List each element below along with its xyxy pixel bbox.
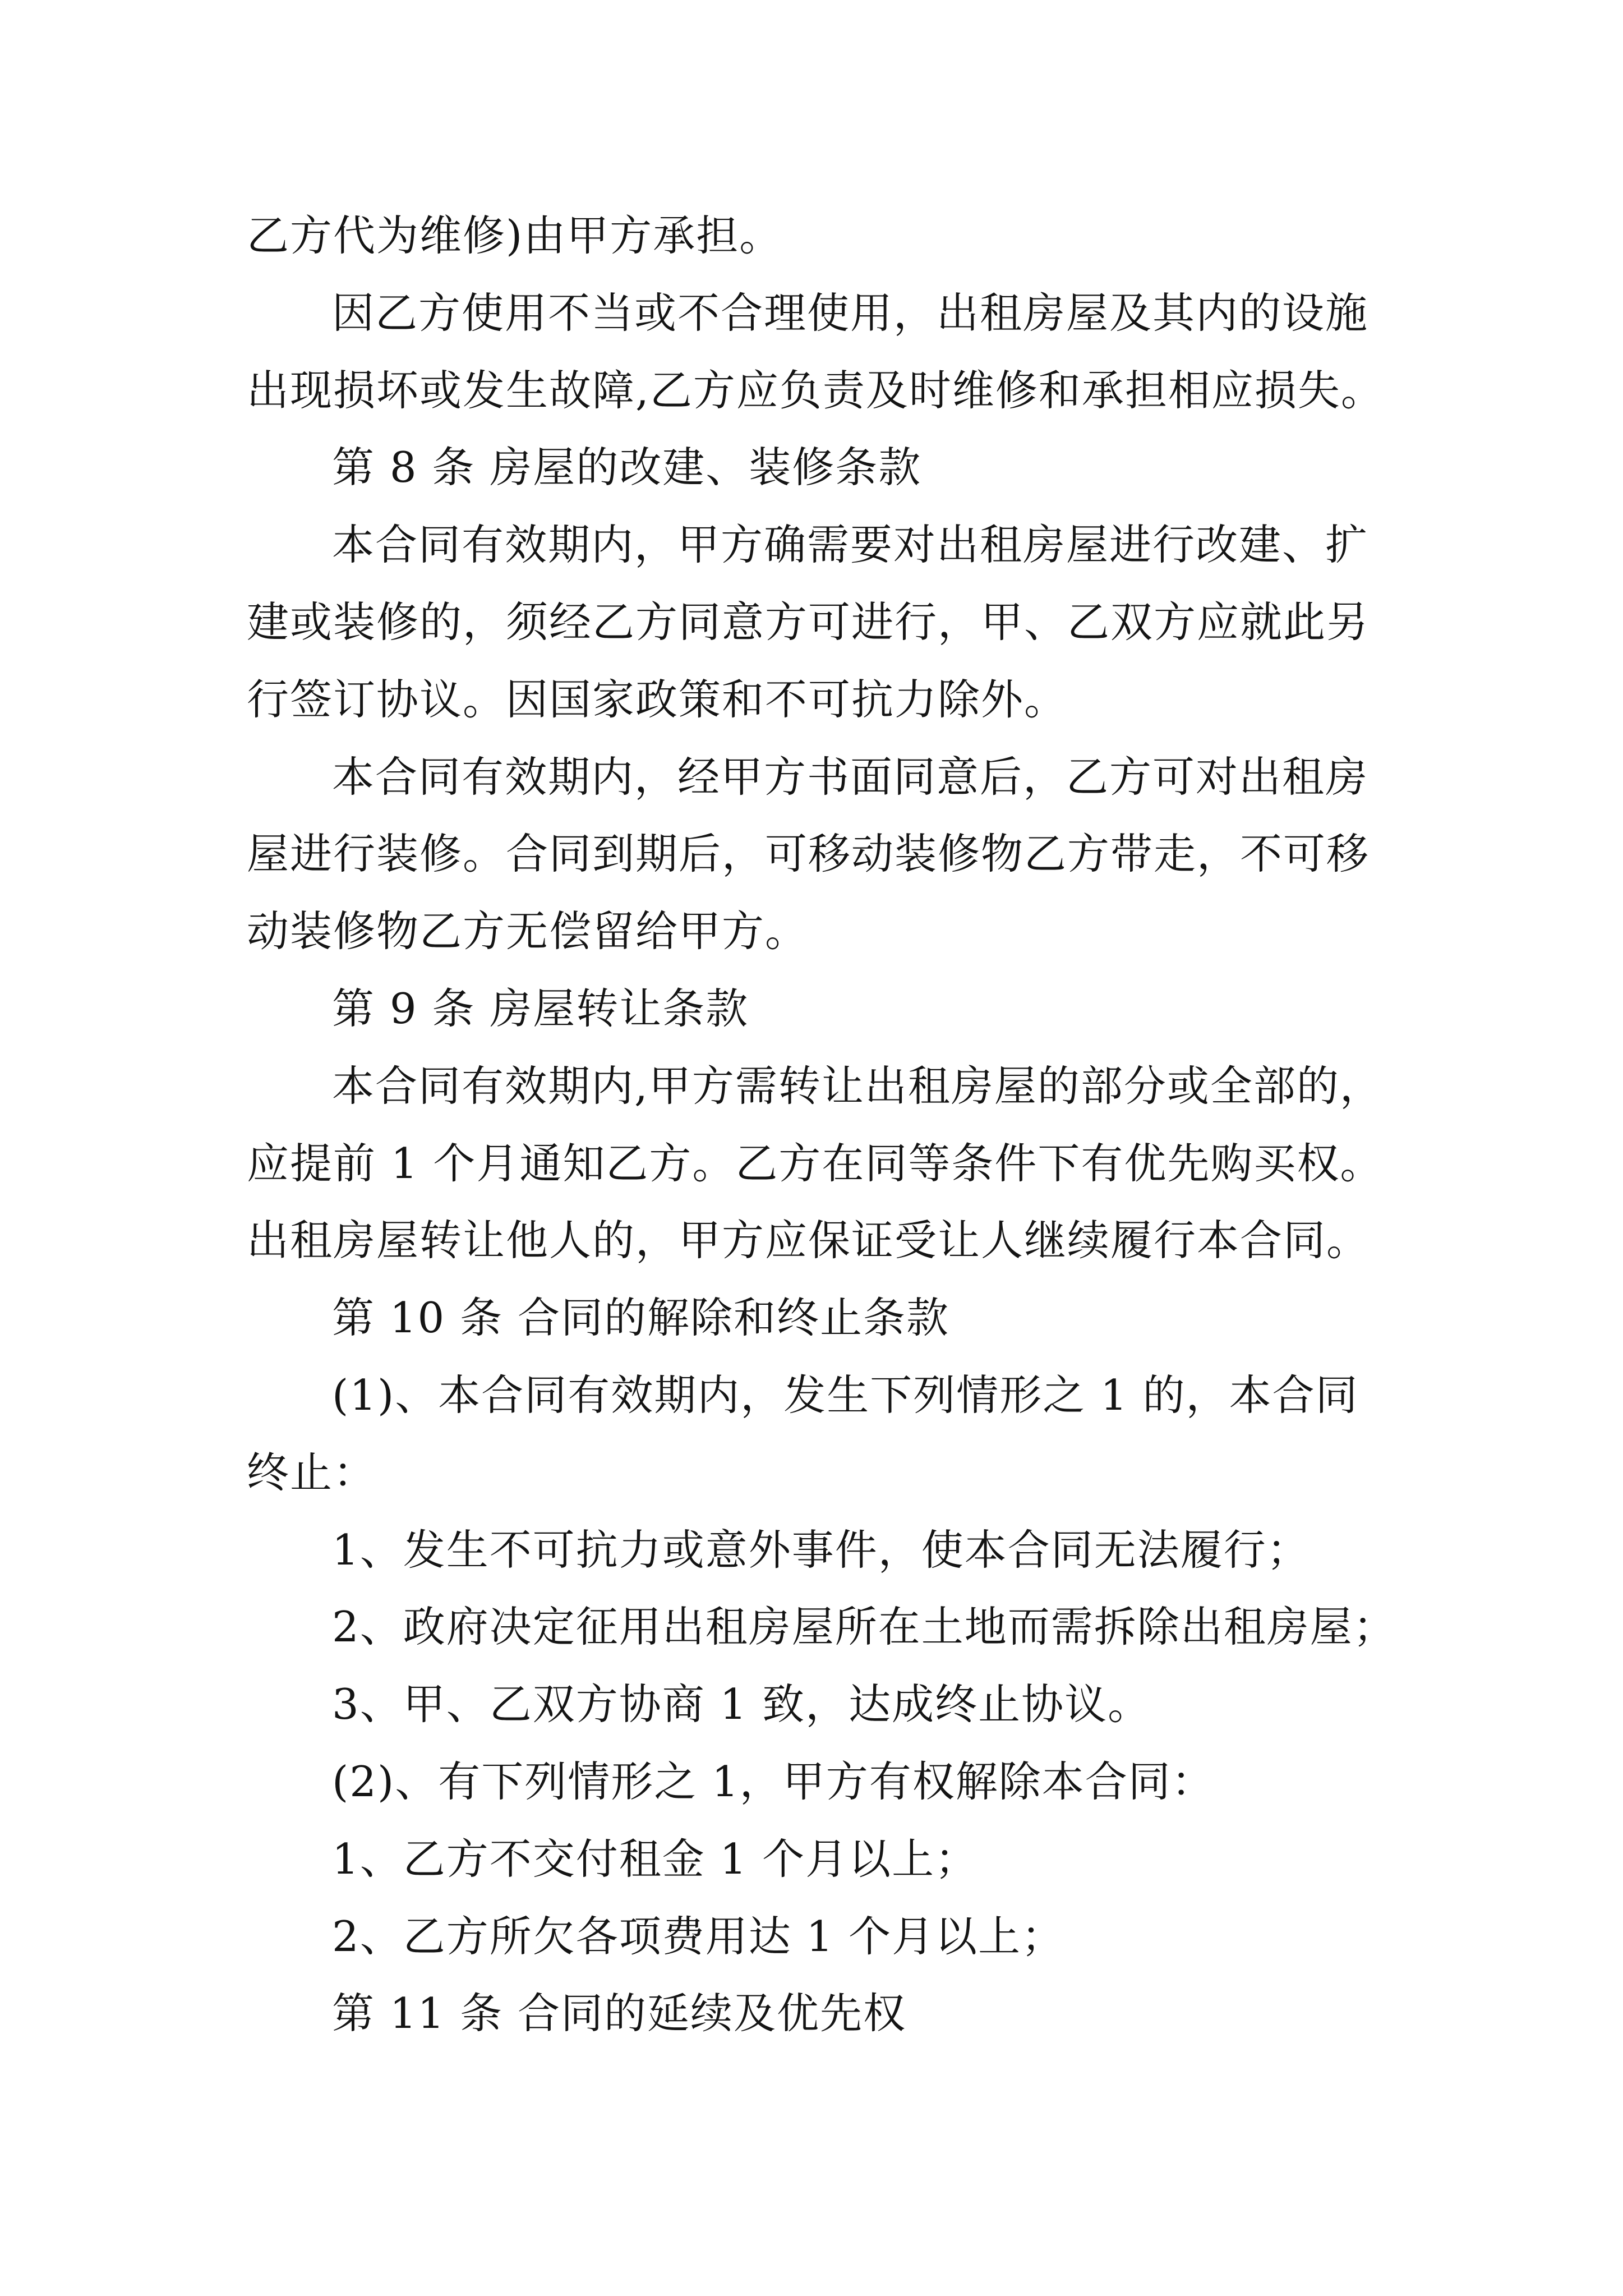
text-line-17: 终止： <box>247 1448 377 1497</box>
text-line-16: (1)、本合同有效期内，发生下列情形之 1 的，本合同 <box>332 1370 1359 1420</box>
text-line-9: 屋进行装修。合同到期后，可移动装修物乙方带走，不可移 <box>247 829 1370 878</box>
list-item-5: 2、乙方所欠各项费用达 1 个月以上； <box>332 1912 1065 1961</box>
text-line-8: 本合同有效期内，经甲方书面同意后，乙方可对出租房 <box>332 752 1369 802</box>
text-line-5: 本合同有效期内，甲方确需要对出租房屋进行改建、扩 <box>332 520 1369 569</box>
section-heading-11: 第 11 条 合同的延续及优先权 <box>332 1989 906 2038</box>
section-heading-10: 第 10 条 合同的解除和终止条款 <box>332 1293 949 1342</box>
text-line-12: 本合同有效期内,甲方需转让出租房屋的部分或全部的， <box>332 1061 1383 1111</box>
text-line-21: (2)、有下列情形之 1，甲方有权解除本合同： <box>332 1757 1215 1806</box>
list-item-3: 3、甲、乙双方协商 1 致，达成终止协议。 <box>332 1680 1151 1729</box>
text-line-10: 动装修物乙方无偿留给甲方。 <box>247 907 809 956</box>
section-heading-8: 第 8 条 房屋的改建、装修条款 <box>332 443 922 492</box>
list-item-2: 2、政府决定征用出租房屋所在土地而需拆除出租房屋； <box>332 1602 1396 1651</box>
text-line-13: 应提前 1 个月通知乙方。乙方在同等条件下有优先购买权。 <box>247 1139 1384 1188</box>
text-line-7: 行签订协议。因国家政策和不可抗力除外。 <box>247 675 1068 724</box>
section-heading-9: 第 9 条 房屋转让条款 <box>332 984 749 1033</box>
text-line-1: 乙方代为维修)由甲方承担。 <box>247 211 783 260</box>
text-line-2: 因乙方使用不当或不合理使用，出租房屋及其内的设施 <box>332 288 1369 338</box>
text-line-3: 出现损坏或发生故障,乙方应负责及时维修和承担相应损失。 <box>247 366 1384 415</box>
text-line-6: 建或装修的，须经乙方同意方可进行，甲、乙双方应就此另 <box>247 597 1370 647</box>
list-item-1: 1、发生不可抗力或意外事件，使本合同无法履行； <box>332 1525 1310 1575</box>
text-line-14: 出租房屋转让他人的，甲方应保证受让人继续履行本合同。 <box>247 1216 1370 1265</box>
list-item-4: 1、乙方不交付租金 1 个月以上； <box>332 1834 979 1884</box>
